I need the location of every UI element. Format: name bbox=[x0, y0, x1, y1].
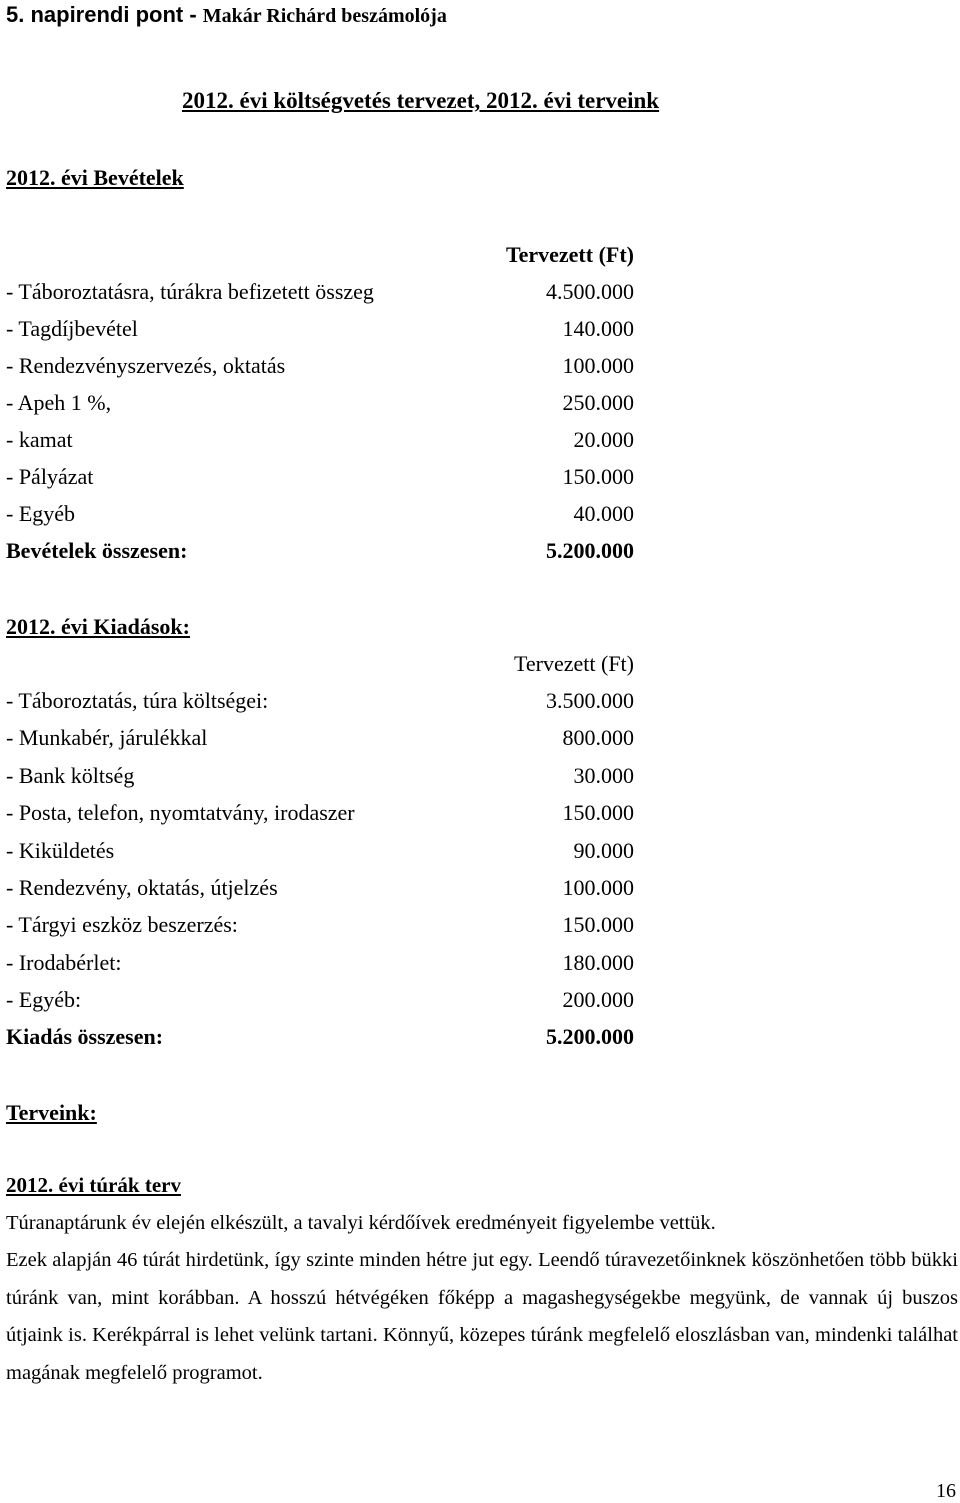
expense-row-label: - Rendezvény, oktatás, útjelzés bbox=[6, 875, 278, 900]
document-title: 2012. évi költségvetés tervezet, 2012. évi terveink bbox=[182, 88, 660, 113]
income-row-value: 150.000 bbox=[562, 464, 634, 489]
expenses-section-title: 2012. évi Kiadások: bbox=[6, 614, 190, 639]
expense-row-label: - Tárgyi eszköz beszerzés: bbox=[6, 912, 238, 937]
agenda-speaker: Makár Richárd beszámolója bbox=[202, 5, 447, 27]
income-row-value: 250.000 bbox=[562, 390, 634, 415]
expense-row-value: 30.000 bbox=[573, 763, 634, 788]
income-row bbox=[6, 427, 634, 457]
income-row-label: - Egyéb bbox=[6, 501, 76, 526]
income-row-label: - Rendezvényszervezés, oktatás bbox=[6, 353, 286, 378]
income-column-header: Tervezett (Ft) bbox=[505, 242, 634, 267]
income-section-title: 2012. évi Bevételek bbox=[6, 165, 184, 190]
expense-row-label: - Egyéb: bbox=[6, 987, 82, 1012]
expense-total-value: 5.200.000 bbox=[546, 1024, 634, 1049]
expense-row-value: 3.500.000 bbox=[546, 688, 634, 713]
expense-row bbox=[6, 912, 634, 942]
expense-row-value: 100.000 bbox=[562, 875, 634, 900]
expense-row bbox=[6, 688, 634, 718]
income-row-label: - Táboroztatásra, túrákra befizetett összeg bbox=[6, 279, 374, 304]
expense-row bbox=[6, 950, 634, 980]
income-row-label: - Tagdíjbevétel bbox=[6, 316, 138, 341]
income-row-value: 100.000 bbox=[562, 353, 634, 378]
expense-row-label: - Munkabér, járulékkal bbox=[6, 725, 208, 750]
income-row-label: - Pályázat bbox=[6, 464, 94, 489]
expense-total-row bbox=[6, 1024, 634, 1054]
expense-row bbox=[6, 763, 634, 793]
expense-row-label: - Kiküldetés bbox=[6, 838, 115, 863]
plans-paragraph: Ezek alapján 46 túrát hirdetünk, így szinte minden hétre jut egy. Leendő túravezetőinknek köszönhetően több bükki túránk van, mint korábban. A hosszú hétvégéken főképp a magashegységekbe megyünk, de vannak új buszos útjaink is. Kerékpárral is lehet velünk tartani. Könnyű, közepes túránk megfelelő eloszlásban van, mindenki találhat magának megfelelő programot. bbox=[6, 1249, 958, 1384]
page-number: 16 bbox=[936, 1480, 956, 1502]
expenses-column-header: Tervezett (Ft) bbox=[513, 651, 634, 676]
income-row-value: 140.000 bbox=[562, 316, 634, 341]
expense-row-value: 150.000 bbox=[562, 912, 634, 937]
income-row bbox=[6, 316, 634, 346]
expense-row-label: - Bank költség bbox=[6, 763, 135, 788]
expense-row bbox=[6, 838, 634, 868]
expense-row bbox=[6, 875, 634, 905]
income-total-row bbox=[6, 538, 634, 568]
income-row bbox=[6, 353, 634, 383]
income-row bbox=[6, 464, 634, 494]
income-row bbox=[6, 279, 634, 309]
income-row-label: - Apeh 1 %, bbox=[6, 390, 112, 415]
expense-row-value: 800.000 bbox=[562, 725, 634, 750]
income-row-value: 40.000 bbox=[573, 501, 634, 526]
expense-row-value: 90.000 bbox=[573, 838, 634, 863]
income-row bbox=[6, 390, 634, 420]
agenda-heading bbox=[6, 2, 447, 28]
income-total-value: 5.200.000 bbox=[546, 538, 634, 563]
expense-row bbox=[6, 725, 634, 755]
plans-section-title: Terveink: bbox=[6, 1100, 97, 1125]
income-row-label: - kamat bbox=[6, 427, 73, 452]
expense-total-label: Kiadás összesen: bbox=[6, 1024, 164, 1049]
income-row bbox=[6, 501, 634, 531]
expense-row-label: - Posta, telefon, nyomtatvány, irodaszer bbox=[6, 800, 355, 825]
income-row-value: 20.000 bbox=[573, 427, 634, 452]
income-total-label: Bevételek összesen: bbox=[6, 538, 188, 563]
expense-row-label: - Táboroztatás, túra költségei: bbox=[6, 688, 269, 713]
expense-row bbox=[6, 987, 634, 1017]
expense-row-value: 150.000 bbox=[562, 800, 634, 825]
expense-row bbox=[6, 800, 634, 830]
expense-row-value: 180.000 bbox=[562, 950, 634, 975]
agenda-prefix: 5. napirendi pont - bbox=[6, 2, 203, 27]
plans-subtitle: 2012. évi túrák terv bbox=[6, 1173, 181, 1197]
expense-row-value: 200.000 bbox=[562, 987, 634, 1012]
plans-text bbox=[6, 1205, 958, 1392]
plans-line: Túranaptárunk év elején elkészült, a tavalyi kérdőívek eredményeit figyelembe vettük. bbox=[6, 1212, 716, 1234]
income-row-value: 4.500.000 bbox=[546, 279, 634, 304]
expense-row-label: - Irodabérlet: bbox=[6, 950, 122, 975]
